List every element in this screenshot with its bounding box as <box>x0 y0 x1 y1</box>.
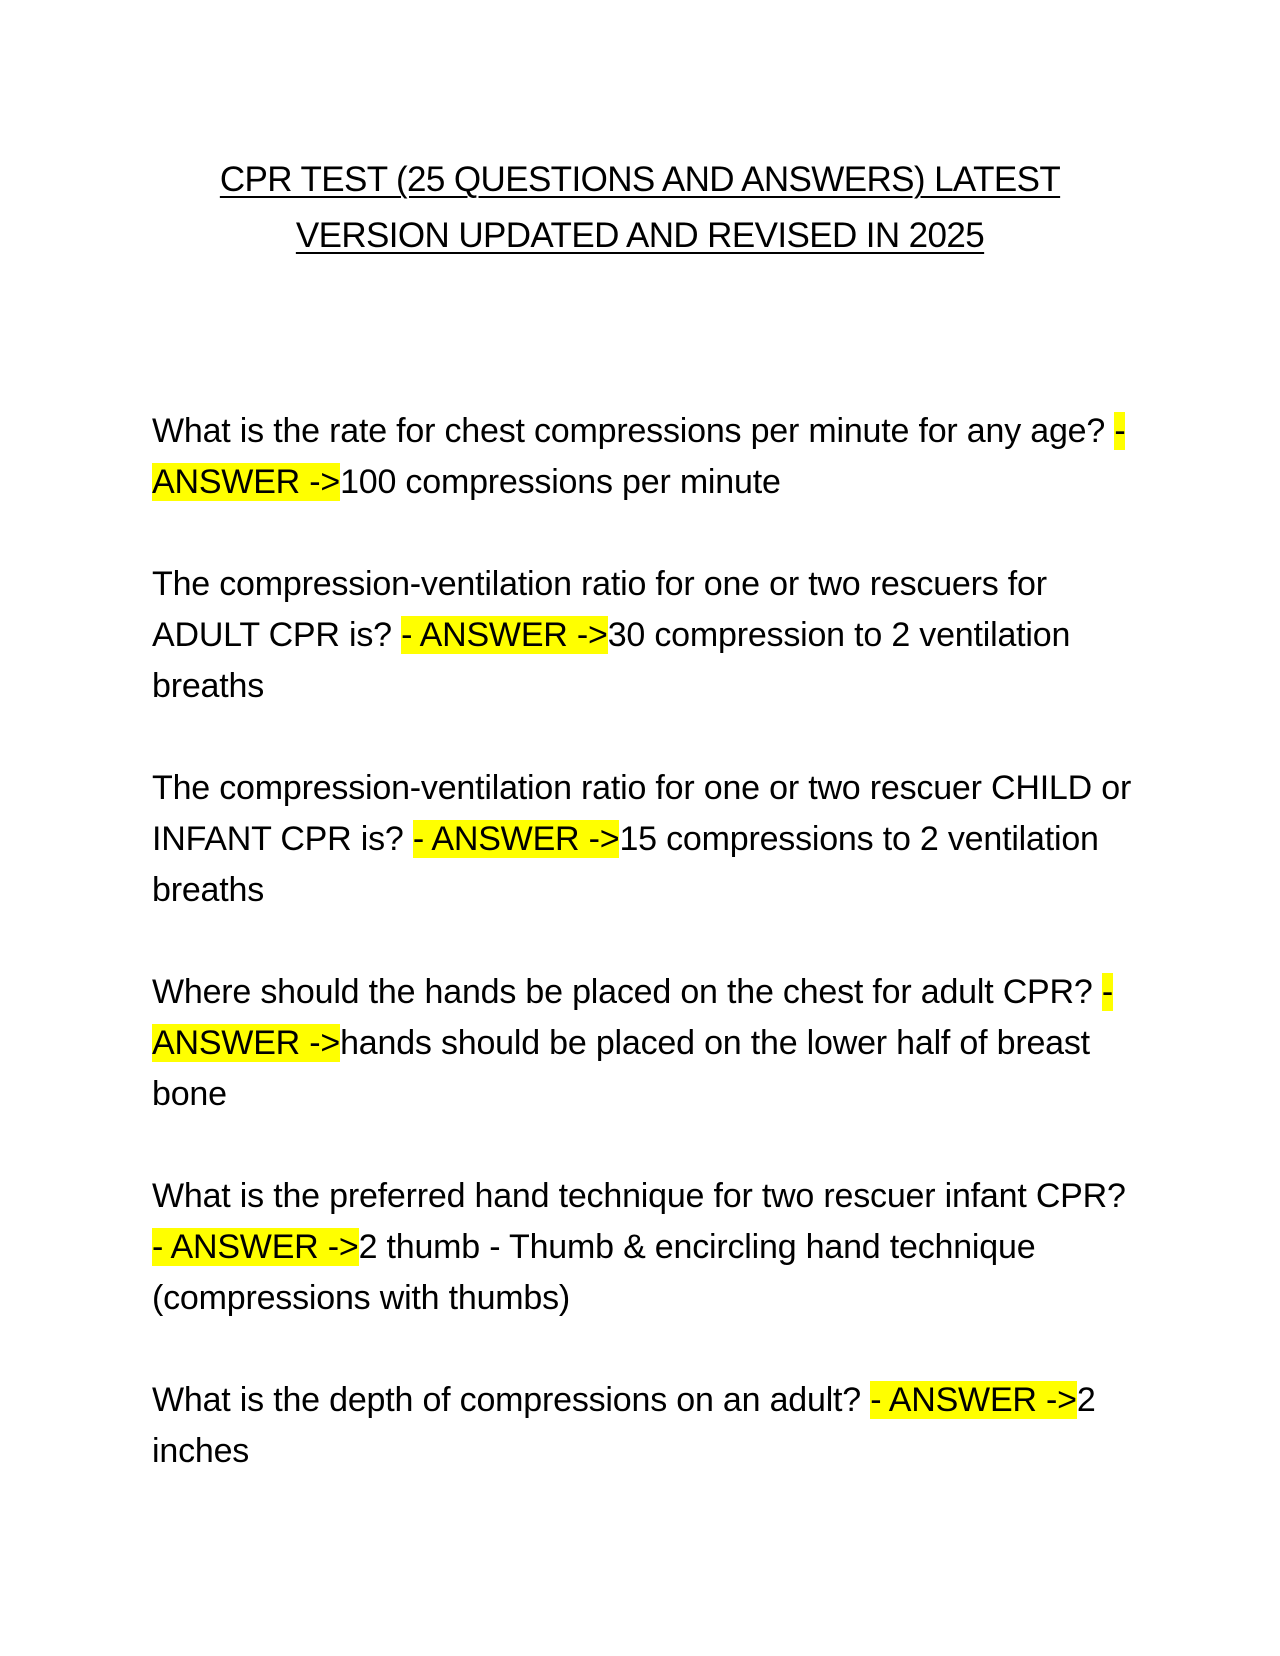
qa-list <box>152 406 1142 1528</box>
qa-item <box>152 967 1142 1120</box>
document-title <box>150 152 1130 264</box>
qa-item <box>152 763 1142 916</box>
answer-marker: - ANSWER -> <box>870 1381 1077 1419</box>
answer-text: 15 compressions to 2 ventilation breaths <box>152 820 1099 909</box>
question-text: What is the depth of compressions on an adult? <box>152 1381 871 1419</box>
answer-marker: - ANSWER -> <box>152 973 1113 1062</box>
title-line-1: CPR TEST (25 QUESTIONS AND ANSWERS) LATEST <box>219 160 1061 199</box>
answer-text: 2 thumb - Thumb & encircling hand technique (compressions with thumbs) <box>152 1228 1036 1317</box>
answer-marker: - ANSWER -> <box>152 412 1126 501</box>
qa-item <box>152 1171 1142 1324</box>
question-text: What is the preferred hand technique for two rescuer infant CPR? <box>152 1177 1126 1215</box>
question-text: Where should the hands be placed on the chest for adult CPR? <box>152 973 1102 1011</box>
question-text: What is the rate for chest compressions per minute for any age? <box>152 412 1115 450</box>
qa-item <box>152 559 1142 712</box>
title-line-2: VERSION UPDATED AND REVISED IN 2025 <box>295 216 985 255</box>
answer-text: 30 compression to 2 ventilation breaths <box>152 616 1071 705</box>
qa-item <box>152 406 1142 508</box>
answer-marker: - ANSWER -> <box>152 1228 359 1266</box>
answer-text: 2 inches <box>152 1381 1096 1470</box>
answer-text: 100 compressions per minute <box>340 463 781 501</box>
answer-marker: - ANSWER -> <box>412 820 620 858</box>
qa-item <box>152 1375 1142 1477</box>
question-text: The compression-ventilation ratio for one or two rescuer CHILD or INFANT CPR is? <box>152 769 1132 858</box>
answer-text: hands should be placed on the lower half of breast bone <box>152 1024 1090 1113</box>
answer-marker: - ANSWER -> <box>401 616 608 654</box>
question-text: The compression-ventilation ratio for one or two rescuers for ADULT CPR is? <box>152 565 1047 654</box>
